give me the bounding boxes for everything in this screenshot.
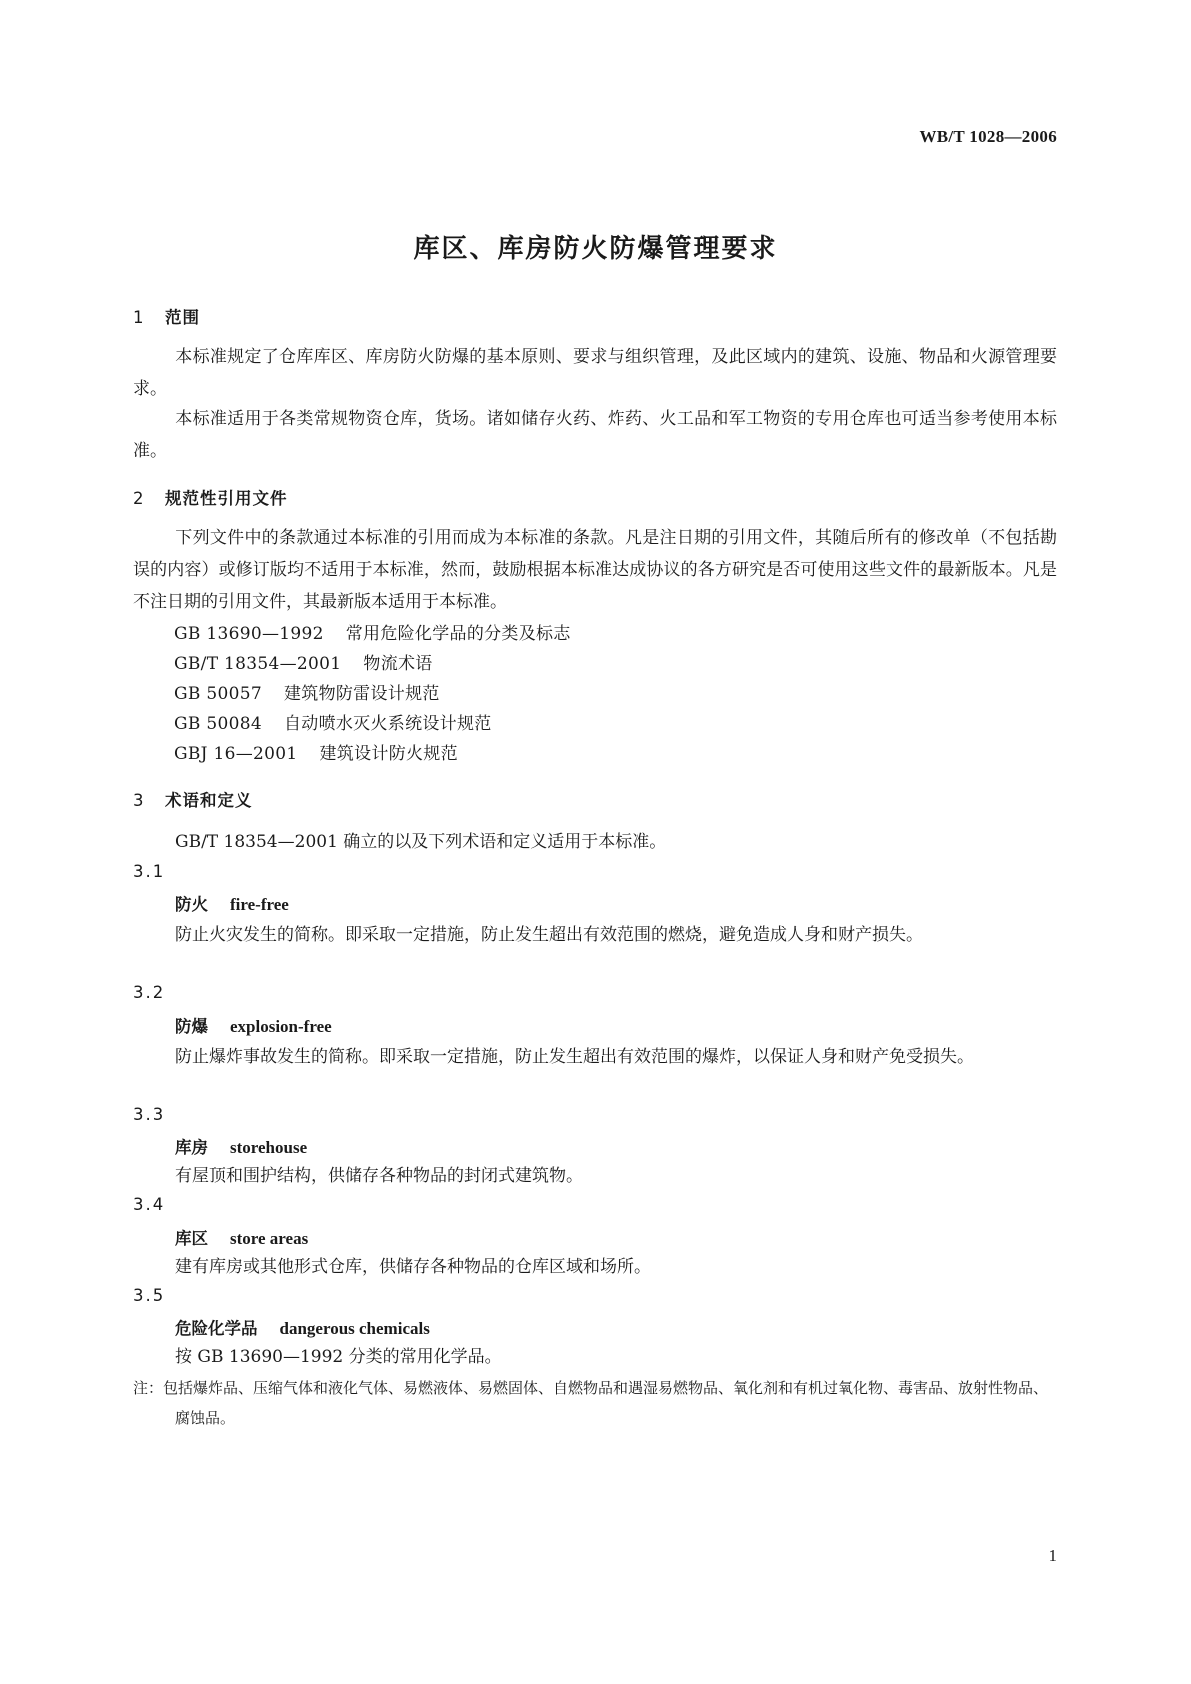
paragraph: 下列文件中的条款通过本标准的引用而成为本标准的条款。凡是注日期的引用文件，其随后所有的修改单（不包括勘误的内容）或修订版均不适用于本标准，然而，鼓励根据本标准达成协议的各方研究是否可使用这些文件的最新版本。凡是不注日期的引用文件，其最新版本适用于本标准。 <box>133 528 1057 612</box>
section-heading-1 <box>133 304 200 328</box>
section-title: 范围 <box>165 308 200 327</box>
term-heading: 库房 storehouse <box>175 1138 308 1157</box>
section-number: 1 <box>133 308 145 327</box>
reference-item: GBJ 16—2001 建筑设计防火规范 <box>174 744 458 764</box>
paragraph: GB/T 18354—2001 确立的以及下列术语和定义适用于本标准。 <box>175 832 667 852</box>
section-heading-2 <box>133 485 288 509</box>
page-number: 1 <box>1048 1546 1057 1565</box>
note: 注：包括爆炸品、压缩气体和液化气体、易燃液体、易燃固体、自燃物品和遇湿易燃物品、氧化剂和有机过氧化物、毒害品、放射性物品、腐蚀品。 <box>133 1379 1049 1427</box>
term-definition: 按 GB 13690—1992 分类的常用化学品。 <box>175 1347 502 1367</box>
section-heading-3 <box>133 787 253 811</box>
reference-item: GB 13690—1992 常用危险化学品的分类及标志 <box>174 624 571 644</box>
term-definition: 有屋顶和围护结构，供储存各种物品的封闭式建筑物。 <box>175 1166 583 1186</box>
paragraph: 本标准适用于各类常规物资仓库，货场。诸如储存火药、炸药、火工品和军工物资的专用仓库也可适当参考使用本标准。 <box>133 409 1057 461</box>
term-number: 3.5 <box>133 1286 166 1305</box>
document-title: 库区、库房防火防爆管理要求 <box>413 234 778 264</box>
reference-item: GB/T 18354—2001 物流术语 <box>174 654 433 674</box>
term-number: 3.4 <box>133 1195 166 1214</box>
term-definition: 防止火灾发生的简称。即采取一定措施，防止发生超出有效范围的燃烧，避免造成人身和财产损失。 <box>175 925 923 945</box>
term-definition: 建有库房或其他形式仓库，供储存各种物品的仓库区域和场所。 <box>175 1257 651 1277</box>
term-heading: 防火 fire-free <box>175 895 289 914</box>
section-number: 3 <box>133 791 145 810</box>
reference-item: GB 50084 自动喷水灭火系统设计规范 <box>174 714 492 734</box>
reference-item: GB 50057 建筑物防雷设计规范 <box>174 684 440 704</box>
term-heading: 危险化学品 dangerous chemicals <box>175 1319 430 1338</box>
section-number: 2 <box>133 489 145 508</box>
term-definition: 防止爆炸事故发生的简称。即采取一定措施，防止发生超出有效范围的爆炸，以保证人身和财产免受损失。 <box>175 1047 974 1067</box>
term-heading: 库区 store areas <box>175 1229 309 1248</box>
section-title: 术语和定义 <box>165 791 253 810</box>
term-number: 3.2 <box>133 983 166 1002</box>
term-number: 3.1 <box>133 862 166 881</box>
standard-code: WB/T 1028—2006 <box>919 127 1057 146</box>
paragraph: 本标准规定了仓库库区、库房防火防爆的基本原则、要求与组织管理，及此区域内的建筑、设施、物品和火源管理要求。 <box>133 347 1057 399</box>
term-heading: 防爆 explosion-free <box>175 1017 332 1036</box>
term-number: 3.3 <box>133 1105 166 1124</box>
section-title: 规范性引用文件 <box>165 489 288 508</box>
